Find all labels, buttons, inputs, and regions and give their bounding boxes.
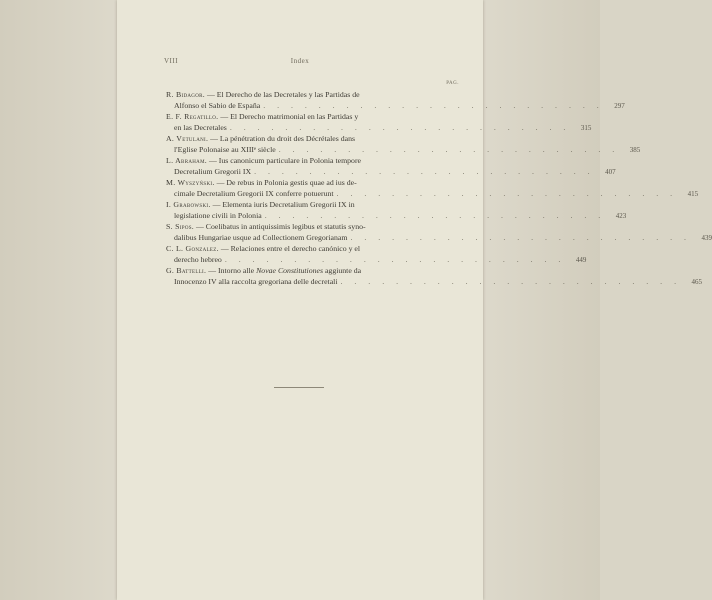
toc-title-continued: en las Decretales bbox=[174, 122, 227, 132]
toc-author: S. Sipos. bbox=[166, 222, 195, 231]
toc-title: aggiunte da bbox=[323, 266, 362, 275]
toc-entry bbox=[166, 222, 712, 243]
toc-title: — De rebus in Polonia gestis quae ad ius de- bbox=[214, 178, 357, 187]
book-page bbox=[117, 0, 712, 600]
toc-title-italic: Novae Constitutiones bbox=[256, 266, 324, 275]
toc-author: A. Vetulani. bbox=[166, 134, 209, 143]
toc-entry bbox=[166, 266, 703, 287]
toc-title-continued: dalibus Hungariae usque ad Collectionem Gregorianam bbox=[174, 232, 348, 242]
toc-title-continued: Decretalium Gregorii IX bbox=[174, 166, 252, 176]
toc-title: — La pénétration du droit des Décrétales dans bbox=[208, 134, 356, 143]
toc-title-continued: Innocenzo IV alla raccolta gregoriana delle decretali bbox=[174, 276, 338, 286]
toc-entry bbox=[166, 200, 627, 221]
page-folio: VIII bbox=[164, 57, 179, 65]
toc-page-number: 407 bbox=[605, 167, 616, 176]
toc-title: — Ius canonicum particulare in Polonia tempore bbox=[207, 156, 362, 165]
page-column-label: PAG. bbox=[446, 81, 459, 86]
toc-entry bbox=[166, 178, 699, 199]
toc-author: E. F. Regatillo. bbox=[166, 112, 219, 121]
toc-title: — Elementa iuris Decretalium Gregorii IX in bbox=[210, 200, 355, 209]
toc-author: R. Bidagor. bbox=[166, 90, 205, 99]
toc-entry bbox=[166, 90, 625, 111]
toc-title: — Relaciones entre el derecho canónico y el bbox=[218, 244, 361, 253]
toc-title-continued: derecho hebreo bbox=[174, 254, 222, 264]
toc-title-continued: cimale Decretalium Gregorii IX conferre potuerunt bbox=[174, 188, 334, 198]
dot-leader: . . . . . . . . . . . . . . . . . . . . . . . . . bbox=[263, 100, 604, 110]
toc-page-number: 315 bbox=[580, 123, 592, 132]
toc-title-continued: legislatione civili in Polonia bbox=[174, 210, 262, 220]
toc-title-continued: l'Eglise Polonaise au XIIIᵉ siècle bbox=[174, 144, 276, 154]
page-title: Index bbox=[290, 57, 310, 65]
section-divider bbox=[274, 387, 324, 388]
dot-leader: . . . . . . . . . . . . . . . . . . . . . . . . . bbox=[229, 122, 571, 132]
toc-title: — El Derecho de las Decretales y las Partidas de bbox=[205, 90, 360, 99]
toc-page-number: 385 bbox=[629, 145, 641, 154]
toc-page-number: 297 bbox=[614, 101, 625, 110]
toc-entry bbox=[166, 112, 592, 133]
dot-leader: . . . . . . . . . . . . . . . . . . . . . . . . . bbox=[254, 166, 595, 176]
toc-page-number: 439 bbox=[701, 233, 712, 242]
toc-title: — Coelibatus in antiquissimis legibus et statutis syno- bbox=[194, 222, 366, 231]
dot-leader: . . . . . . . . . . . . . . . . . . . . . . . . . bbox=[340, 276, 682, 286]
toc-title: — Intorno alle bbox=[206, 266, 257, 275]
toc-page-number: 423 bbox=[615, 211, 627, 220]
toc-entry bbox=[166, 244, 587, 265]
dot-leader: . . . . . . . . . . . . . . . . . . . . . . . . . bbox=[224, 254, 566, 264]
toc-author: I. Grabowski. bbox=[166, 200, 211, 209]
toc-page-number: 415 bbox=[687, 189, 699, 198]
running-head bbox=[117, 57, 483, 67]
toc-title-continued: Alfonso el Sabio de España bbox=[174, 100, 261, 110]
dot-leader: . . . . . . . . . . . . . . . . . . . . . . . . . bbox=[278, 144, 620, 154]
toc-author: C. L. Gonzalez. bbox=[166, 244, 219, 253]
dot-leader: . . . . . . . . . . . . . . . . . . . . . . . . . bbox=[350, 232, 691, 242]
toc-page-number: 449 bbox=[575, 255, 587, 264]
dot-leader: . . . . . . . . . . . . . . . . . . . . . . . . . bbox=[336, 188, 678, 198]
dot-leader: . . . . . . . . . . . . . . . . . . . . . . . . . bbox=[264, 210, 606, 220]
toc-author: G. Battelli. bbox=[166, 266, 207, 275]
toc-entry bbox=[166, 156, 616, 177]
toc-title: — El Derecho matrimonial en las Partidas y bbox=[218, 112, 359, 121]
toc-entry bbox=[166, 134, 641, 155]
toc-author: M. Wyszyński. bbox=[166, 178, 215, 187]
table-of-contents bbox=[166, 90, 712, 288]
toc-author: L. Abraham. bbox=[166, 156, 208, 165]
toc-page-number: 465 bbox=[691, 277, 703, 286]
